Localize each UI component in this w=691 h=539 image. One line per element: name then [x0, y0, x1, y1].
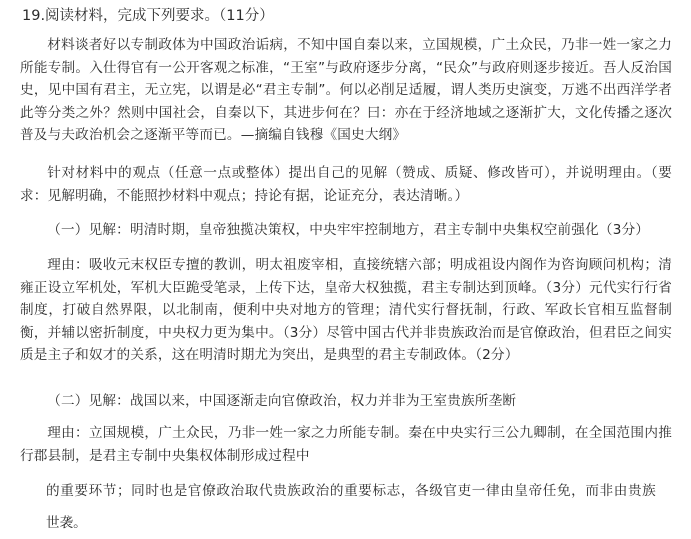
- answer-one-view: （一）见解：明清时期，皇帝独揽决策权，中央牢牢控制地方，君主专制中央集权空前强化（3分）: [47, 222, 650, 238]
- material-paragraph: 材料谈者好以专制政体为中国政治诟病，不知中国自秦以来，立国规模，广土众民，乃非一姓一家之力所能专制。入仕得官有一公开客观之标准，“王室”与政府逐步分离，“民众”与政府则逐步接近。吾人反治国史，见中国有君主，无立宪，以谓是必“君主专制”。何以必削足适履，谓人类历史演变，万逃不出西洋学者此等分类之外？然则中国社会，自秦以下，其进步何在？曰：亦在于经济地域之逐渐扩大，文化传播之逐次普及与夫政治机会之逐渐平等而已。—摘编自钱穆《国史大纲》: [20, 37, 672, 143]
- answer-two-reason: 理由：立国规模，广土众民，乃非一姓一家之力所能专制。秦在中央实行三公九卿制，在全国范围内推行郡县制，是君主专制中央集权体制形成过程中: [20, 425, 672, 464]
- answer-two-continuation: 的重要环节；同时也是官僚政治取代贵族政治的重要标志，各级官吏一律由皇帝任免，而非由贵族: [46, 483, 657, 499]
- answer-two-view: （二）见解：战国以来，中国逐渐走向官僚政治，权力并非为王室贵族所垄断: [47, 393, 517, 409]
- question-header: 19.阅读材料，完成下列要求。（11分）: [22, 8, 274, 24]
- task-paragraph: 针对材料中的观点（任意一点或整体）提出自己的见解（赞成、质疑、修改皆可），并说明理由。（要求：见解明确，不能照抄材料中观点；持论有据，论证充分，表达清晰。）: [20, 165, 672, 204]
- answer-two-ending: 世袭。: [46, 515, 87, 531]
- answer-one-reason: 理由：吸收元末权臣专擅的教训，明太祖废宰相，直接统辖六部；明成祖设内阁作为咨询顾问机构；清雍正设立军机处，军机大臣跪受笔录，上传下达，皇帝大权独揽，君主专制达到顶峰。（3分）元代实行行省制度，打破自然界限，以北制南，便利中央对地方的管理；清代实行督抚制，行政、军政长官相互监督制衡，并辅以密折制度，中央权力更为集中。（3分）尽管中国古代并非贵族政治而是官僚政治，但君臣之间实质是主子和奴才的关系，这在明清时期尤为突出，是典型的君主专制政体。（2分）: [20, 257, 672, 363]
